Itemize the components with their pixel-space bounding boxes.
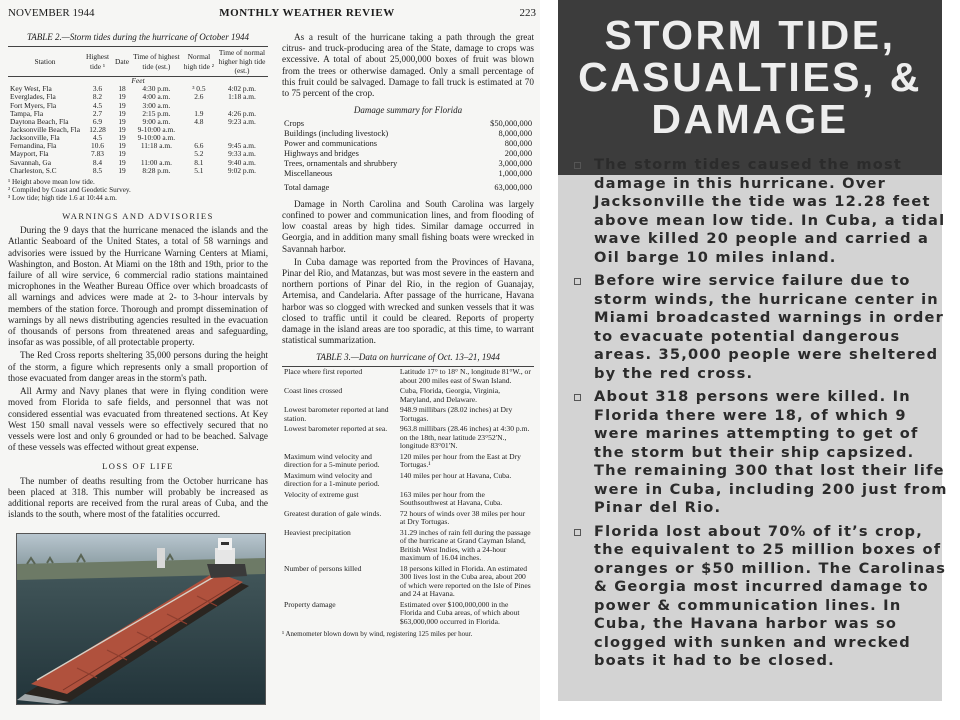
damage-value: 200,000 [504,149,532,158]
tide-cell: 9-10:00 a.m. [137,133,176,143]
table2-header: Station [8,46,82,76]
damage-value: 8,000,000 [498,129,532,139]
tide-cell: 19 [118,157,126,167]
damage-value: 800,000 [504,139,532,149]
table2-caption: TABLE 2.—Storm tides during the hurricane of October 1944 [26,32,250,42]
bullet-item [574,388,954,518]
carolina-damage-paragraph: Damage in North Carolina and South Carolina was largely confined to power and communication lines, and from flooding of low coastal areas by high tides. Similar damage occurred in Georgia, and in addition many small fishing boats were wrecked in Savannah harbor. [282,198,534,254]
table3-caption: TABLE 3.—Data on hurricane of Oct. 13–21, 1944 [316,352,500,363]
tide-cell: 6.6 [194,141,204,151]
tide-cell: 9:02 p.m. [227,165,257,175]
hurricane-data-value: Estimated over $100,000,000 in the Florida and Cuba areas, of which about $63,000,000 occurred in Florida. [399,599,520,626]
tide-cell: 9:23 a.m. [228,116,256,126]
crop-damage-paragraph: As a result of the hurricane taking a path through the great citrus- and truck-producing area of the State, damage to crops was excessive. A total of about 25,000,000 boxes of fruit was blown from the trees or otherwise damaged. Only a small percentage of this fruit could be salvaged. Damage to fall truck is estimated at 70 to 75 percent of the crop. [282,32,534,99]
tide-cell: 19 [118,116,126,126]
hurricane-data-row [282,509,534,528]
tide-cell: 19 [118,133,126,143]
tide-cell: 2.7 [92,108,103,118]
damage-total-value: 63,000,000 [494,182,532,192]
tide-cell: 12.28 [89,125,106,135]
tide-cell: 4.5 [92,133,103,143]
hurricane-data-value: Latitude 17° to 18° N., longitude 81°W., or about 200 miles east of Swan Island. [399,367,531,385]
tide-cell: 3.6 [92,84,103,94]
hurricane-data-row [282,367,534,387]
bullet-text: Before wire service failure due to storm winds, the hurricane center in Miami broadcasted warnings in order to evacuate potential dangerous areas. 35,000 people were sheltered by the red cross. [594,272,944,382]
tide-cell: 8:28 p.m. [142,165,171,175]
loss-of-life-heading: LOSS OF LIFE [102,461,174,472]
station-name: Fernandina, Fla [10,141,57,151]
hurricane-data-key: Greatest duration of gale winds. [284,508,382,518]
tide-cell: 7.83 [91,149,104,159]
tide-cell: 4:00 a.m. [142,92,171,102]
table2-header: Highest tide ¹ [82,46,113,76]
bullet-text: The storm tides caused the most damage in this hurricane. Over Jacksonville the tide was 12.28 feet above mean low tide. In Cuba, a tidal wave killed 20 people and carried a Oil barge 10 miles inland. [594,156,946,266]
header-journal: MONTHLY WEATHER REVIEW [219,7,395,19]
station-name: Daytona Beach, Fla [10,116,69,126]
hurricane-data-row [282,600,534,628]
tide-cell: 8.1 [194,157,204,167]
tide-cell: 9:45 a.m. [228,141,256,151]
tide-cell: 4:02 p.m. [227,84,257,94]
hurricane-data-table [282,366,534,627]
damage-summary-rows [282,119,534,178]
tide-cell: 19 [118,92,126,102]
tide-cell: 6.9 [92,116,103,126]
station-name: Jacksonville Beach, Fla [10,125,80,135]
hurricane-data-key: Place where first reported [284,367,363,377]
tide-cell: 18 [118,84,126,94]
damage-row [282,169,534,179]
tide-cell: 5.1 [194,165,204,175]
tide-cell: 9:40 a.m. [228,157,256,167]
hurricane-data-key: Maximum wind velocity and direction for a 5-minute period. [284,451,380,470]
tugboat-hull [207,564,247,578]
tower [157,548,165,568]
tide-cell: 4:30 p.m. [142,84,171,94]
tide-cell: 19 [118,100,126,110]
hurricane-data-value: 963.8 millibars (28.46 inches) at 4:30 p.m. on the 18th, near latitude 23°52'N., longitude 83°01'N. [399,424,530,451]
warnings-paragraph: The Red Cross reports sheltering 35,000 persons during the height of the storm, a figure which represents only a small proportion of those evacuated from danger areas in the storm's path. [8,350,268,383]
tide-cell: 8.4 [92,157,103,167]
damage-value: 3,000,000 [498,158,532,168]
tide-cell: 19 [118,141,126,151]
damage-summary-table [282,119,534,192]
tide-cell: 2:15 p.m. [142,108,171,118]
square-bullet-icon [574,394,581,401]
station-name: Jacksonville, Fla [10,133,60,143]
damage-label: Highways and bridges [284,149,359,158]
page-header [8,7,536,19]
hurricane-data-value: 72 hours of winds over 38 miles per hour at Dry Tortugas. [399,508,526,527]
document-right-column [282,32,534,692]
station-name: Fort Myers, Fla [10,100,57,110]
bullet-text: Florida lost about 70% of it’s crop, the equivalent to 25 million boxes of oranges or $50 million. The Carolinas & Georgia most incurred damage to power & communication lines. In Cuba, the Havana harbor was so clogged with sunken and wrecked boats it had to be closed. [594,522,947,669]
hurricane-data-value: Cuba, Florida, Georgia, Virginia, Maryland, and Delaware. [399,386,501,404]
tide-cell [216,126,268,134]
oil-barge-illustration [17,534,265,704]
hurricane-data-key: Lowest barometer reported at land station. [284,405,389,423]
hurricane-data-row [282,386,534,405]
hurricane-data-value: 31.29 inches of rain fell during the passage of the hurricane at Grand Cayman Island, British West Indies, with a 24-hour maximum of 16.04 inches. [399,527,531,563]
storm-tide-row [8,167,268,175]
table2-header: Time of normal higher high tide (est.) [216,46,268,76]
tide-cell: 9:33 a.m. [228,149,256,159]
hurricane-data-value: 163 miles per hour from the Southsouthwest at Havana, Cuba. [399,489,503,508]
hurricane-data-row [282,490,534,509]
tide-cell: 10.6 [91,141,104,151]
table2-unit: Feet [131,76,145,86]
damage-label: Crops [284,119,305,129]
tide-cell [182,126,216,134]
damage-summary-caption: Damage summary for Florida [353,105,463,116]
hurricane-data-key: Maximum wind velocity and direction for a 1-minute period. [284,470,380,489]
station-name: Savannah, Ga [10,157,52,167]
damage-row [282,139,534,149]
hurricane-data-row [282,528,534,564]
header-date: NOVEMBER 1944 [8,7,95,19]
header-page-number: 223 [519,7,536,19]
bullet-item [574,272,954,383]
oil-barge-photo [16,533,266,705]
station-name: Tampa, Fla [10,108,44,118]
hurricane-data-row [282,405,534,424]
cuba-damage-paragraph: In Cuba damage was reported from the Provinces of Havana, Pinar del Rio, and Matanzas, but was most severe in the eastern and northern portions of Pinar del Rio, in the region of Guanajay, Artemisa, and Candelaria. After passage of the hurricane, Havana harbor was so clogged with wrecked and sunken vessels that it was closed to traffic until it could be cleared. Reports of property damage in the island areas are too sporadic, at this time, to warrant statistical summarization. [282,256,534,346]
station-name: Everglades, Fla [10,92,56,102]
damage-value: 1,000,000 [498,168,532,178]
tide-cell: 8.2 [92,92,103,102]
storm-tide-table [8,46,268,175]
tide-cell: 19 [118,125,126,135]
tide-cell: 19 [118,165,126,175]
tide-cell: 9:00 a.m. [142,116,171,126]
hurricane-data-key: Velocity of extreme gust [284,489,359,499]
tide-cell: ³ 0.5 [192,84,206,94]
tide-cell: 1.9 [194,108,204,118]
hurricane-data-value: 18 persons killed in Florida. An estimated 300 lives lost in the Cuba area, about 200 of which were reported on the Isle of Pines and 24 at Havana. [399,563,531,599]
table3-footnote: ¹ Anemometer blown down by wind, registering 125 miles per hour. [282,630,473,639]
bullet-list [574,156,954,676]
tide-cell: 2.6 [194,92,204,102]
damage-row [282,149,534,159]
damage-row [282,119,534,129]
warnings-paragraph: All Army and Navy planes that were in flying condition were moved from Florida to safe fields, and personnel that was not considered essential was evacuated from threatened sections. At Key West 150 small naval vessels were so effectively secured that no vessels were lost and only 6 grounded or had to be beached. Salvage of these vessels was effected without great expense. [8,386,268,453]
hurricane-data-row [282,471,534,490]
slide-title: STORM TIDE, CASUALTIES, & DAMAGE [578,12,922,142]
hurricane-data-rows [282,367,534,628]
tide-cell: 9-10:00 a.m. [137,125,176,135]
tide-cell: 11:00 a.m. [140,157,172,167]
loss-of-life-paragraph: The number of deaths resulting from the October hurricane has been placed at 318. This number will probably be increased as additional reports are received from the rural areas of Cuba, and the islands to the south, where most of the fatalities occurred. [8,475,268,520]
damage-label: Miscellaneous [284,168,333,178]
table2-note: ¹ Height above mean low tide. [8,177,95,186]
document-left-column [8,32,268,552]
tide-cell: 11:18 a.m. [140,141,172,151]
table2-notes [8,178,268,203]
bullet-item [574,523,954,671]
hurricane-data-value: 140 miles per hour at Havana, Cuba. [399,470,512,480]
storm-tide-rows [8,77,268,175]
tide-cell: 8.5 [92,165,103,175]
station-name: Charleston, S.C [10,165,57,175]
warnings-paragraph: During the 9 days that the hurricane menaced the islands and the Atlantic Seaboard of the United States, a total of 58 warnings and advisories were issued by the Hurricane Warning Centers at Miami, Washington, and Boston. At Miami on the 18th and 19th, prior to the failure of all wire service, 6 commercial radio stations maintained microphones in the Weather Bureau Office over which broadcasts of all warnings and advices were made at 2- to 3-hour intervals by members of the station force. Thorough and prompt dissemination of warnings by all news distributing agencies resulted in the evacuation of thousands of persons from threatened areas and safeguarding, insofar as was possible, of all protectable property. [8,225,268,348]
damage-row [282,129,534,139]
tide-cell: 19 [118,149,126,159]
damage-label: Trees, ornamentals and shrubbery [284,158,398,168]
damage-label: Buildings (including livestock) [284,129,389,139]
station-name: Key West, Fla [10,84,52,94]
hurricane-data-value: 948.9 millibars (28.02 inches) at Dry Tortugas. [399,405,513,423]
hurricane-data-key: Lowest barometer reported at sea. [284,424,388,434]
hurricane-data-key: Heaviest precipitation [284,527,351,537]
hurricane-data-row [282,452,534,471]
tide-cell: 1:18 a.m. [228,92,256,102]
hurricane-data-value: 120 miles per hour from the East at Dry Tortugas.¹ [399,451,521,470]
table2-note: ³ Low tide; high tide 1.6 at 10:44 a.m. [8,194,117,203]
square-bullet-icon [574,278,581,285]
square-bullet-icon [574,529,581,536]
hurricane-data-key: Number of persons killed [284,563,362,573]
tide-cell: 4.8 [194,116,204,126]
damage-value: $50,000,000 [490,119,532,129]
square-bullet-icon [574,162,581,169]
damage-label: Power and communications [284,139,378,149]
table2-header: Time of highest tide (est.) [131,46,182,76]
tide-cell: 19 [118,108,126,118]
tide-cell: 4:26 p.m. [227,108,257,118]
hurricane-data-row [282,424,534,452]
damage-row [282,159,534,169]
bullet-item [574,156,954,267]
tide-cell: 4.5 [92,100,103,110]
table2-header: Date [113,46,131,76]
tugboat-cabin [215,548,235,566]
station-name: Mayport, Fla [10,149,49,159]
hurricane-data-key: Coast lines crossed [284,386,343,396]
hurricane-data-key: Property damage [284,599,336,609]
tide-cell: 3:00 a.m. [142,100,171,110]
damage-total-label: Total damage [284,182,330,192]
hurricane-data-row [282,564,534,600]
table2-header: Normal high tide ² [182,46,216,76]
warnings-heading: WARNINGS AND ADVISORIES [62,210,214,221]
table2-note: ² Compiled by Coast and Geodetic Survey. [8,186,131,195]
bullet-text: About 318 persons were killed. In Florida there were 18, of which 9 were marines attempting to get of the storm but their ship capsized. The remaining 300 that lost their life were in Cuba, including 200 just from Pinar del Rio. [594,388,948,516]
damage-total-row [282,179,534,193]
tide-cell: 5.2 [194,149,204,159]
